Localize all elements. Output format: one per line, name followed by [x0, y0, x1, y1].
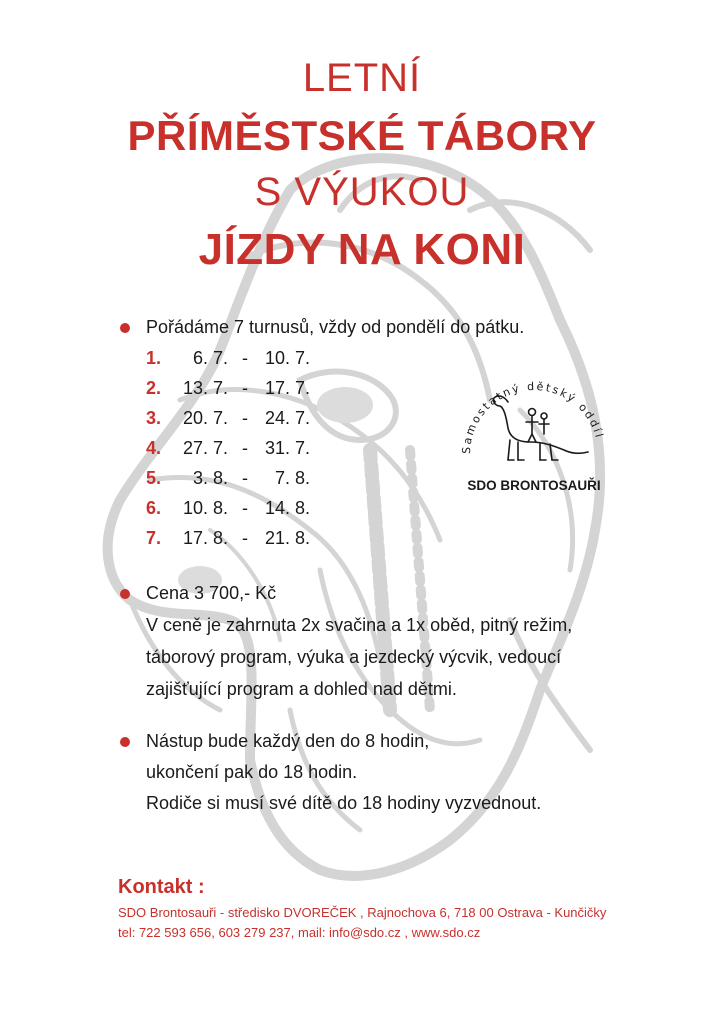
turnus-number: 6. — [146, 498, 162, 518]
title-line-1: LETNÍ — [302, 56, 422, 100]
turnus-number: 4. — [146, 438, 162, 458]
turnus-to: 17. 7. — [264, 378, 310, 398]
schedule-line: ukončení pak do 18 hodin. — [146, 762, 358, 782]
turnus-from: 27. 7. — [182, 438, 228, 458]
sdo-brontosauri-logo — [448, 362, 618, 502]
turnus-dash: - — [242, 408, 248, 428]
contact-phones: tel: 722 593 656, 603 279 237, mail: info@sdo.cz , www.sdo.cz — [118, 925, 481, 940]
turnus-number: 3. — [146, 408, 162, 428]
turnus-from: 13. 7. — [182, 378, 228, 398]
turnus-dash: - — [242, 348, 248, 368]
turnus-number: 5. — [146, 468, 162, 488]
schedule-line: Nástup bude každý den do 8 hodin, — [146, 731, 430, 751]
turnus-to: 14. 8. — [264, 498, 310, 518]
price-line: táborový program, výuka a jezdecký výcvik, vedoucí — [146, 647, 562, 667]
turnus-from: 20. 7. — [182, 408, 228, 428]
contact-address: SDO Brontosauři - středisko DVOREČEK , Rajnochova 6, 718 00 Ostrava - Kunčičky — [118, 905, 607, 920]
turnus-from: 3. 8. — [192, 468, 228, 488]
bullet-icon — [120, 737, 130, 747]
turnus-number: 7. — [146, 528, 162, 548]
bullet-icon — [120, 323, 130, 333]
title-line-2: PŘÍMĚSTSKÉ TÁBORY — [127, 112, 597, 159]
turnus-number: 2. — [146, 378, 162, 398]
turnus-to: 7. 8. — [274, 468, 310, 488]
turnus-from: 17. 8. — [182, 528, 228, 548]
price-line: zajišťující program a dohled nad dětmi. — [146, 679, 457, 699]
intro-text: Pořádáme 7 turnusů, vždy od pondělí do pátku. — [146, 317, 525, 337]
logo-name: SDO BRONTOSAUŘI — [467, 478, 601, 493]
turnus-dash: - — [242, 468, 248, 488]
turnus-from: 10. 8. — [182, 498, 228, 518]
turnus-number: 1. — [146, 348, 162, 368]
turnus-to: 21. 8. — [264, 528, 310, 548]
title-line-3: S VÝUKOU — [254, 170, 470, 214]
price-title: Cena 3 700,- Kč — [146, 583, 277, 603]
logo-arc-text: Samostatný dětský oddíl — [459, 379, 607, 455]
turnus-to: 31. 7. — [264, 438, 310, 458]
turnus-dash: - — [242, 528, 248, 548]
turnus-dash: - — [242, 498, 248, 518]
price-line: V ceně je zahrnuta 2x svačina a 1x oběd, pitný režim, — [146, 615, 573, 635]
bullet-icon — [120, 589, 130, 599]
schedule-line: Rodiče si musí své dítě do 18 hodiny vyzvednout. — [146, 793, 542, 813]
turnus-dash: - — [242, 438, 248, 458]
turnus-to: 24. 7. — [264, 408, 310, 428]
turnus-to: 10. 7. — [264, 348, 310, 368]
title-line-4: JÍZDY NA KONI — [198, 225, 526, 274]
contact-heading: Kontakt : — [118, 876, 205, 898]
turnus-from: 6. 7. — [192, 348, 228, 368]
turnus-dash: - — [242, 378, 248, 398]
